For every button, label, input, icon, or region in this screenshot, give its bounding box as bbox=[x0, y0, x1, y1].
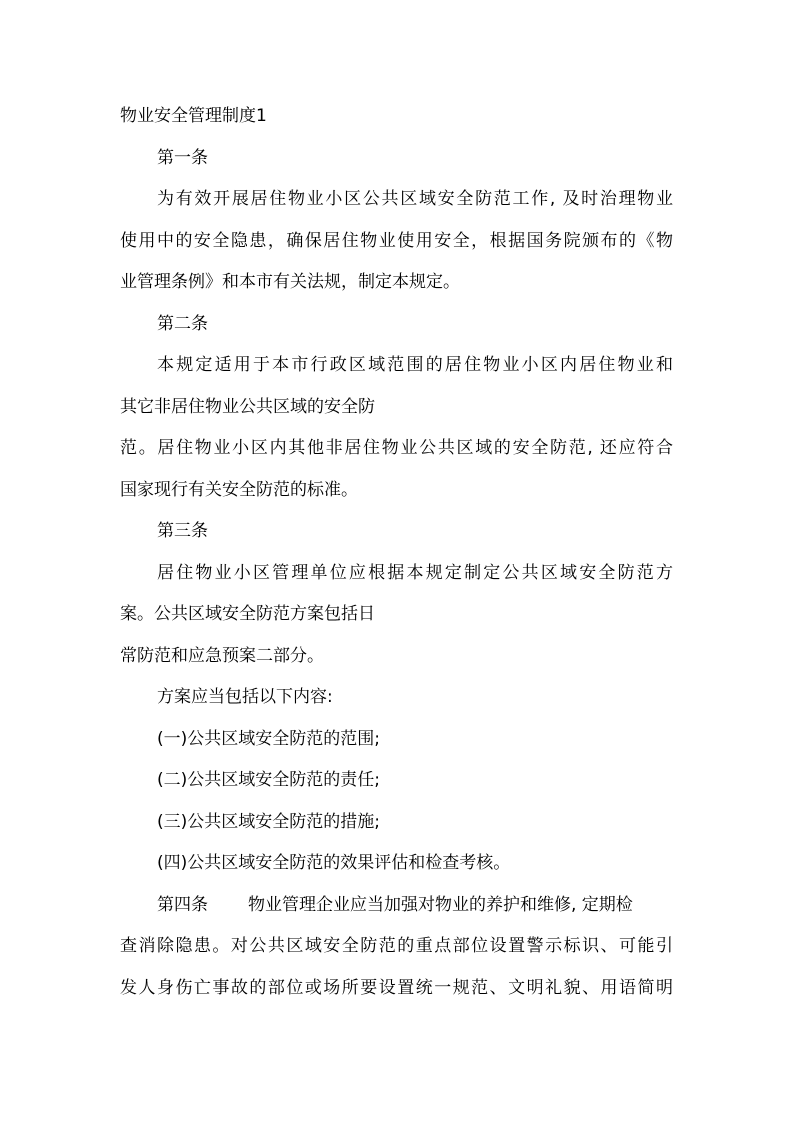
plan-item-2: (二)公共区域安全防范的责任; bbox=[157, 770, 380, 790]
article-3-line-1: 居住物业小区管理单位应根据本规定制定公共区域安全防范方 bbox=[157, 563, 673, 583]
article-2-line-1: 本规定适用于本市行政区域范围的居住物业小区内居住物业和 bbox=[157, 355, 673, 375]
article-3-heading: 第三条 bbox=[157, 521, 208, 541]
article-3-line-2: 案。公共区域安全防范方案包括日 bbox=[120, 604, 375, 624]
plan-item-4: (四)公共区域安全防范的效果评估和检查考核。 bbox=[157, 853, 511, 873]
article-1-heading: 第一条 bbox=[157, 148, 208, 168]
article-2-line-2: 其它非居住物业公共区域的安全防 bbox=[120, 397, 375, 417]
article-4-heading: 第四条 bbox=[157, 895, 208, 915]
article-3-line-3: 常防范和应急预案二部分。 bbox=[120, 646, 324, 666]
article-4-line-1: 物业管理企业应当加强对物业的养护和维修, 定期检 bbox=[248, 895, 633, 915]
article-1-line-3: 业管理条例》和本市有关法规，制定本规定。 bbox=[120, 272, 460, 292]
document-title: 物业安全管理制度1 bbox=[120, 106, 267, 126]
article-4-line-3: 发人身伤亡事故的部位或场所要设置统一规范、文明礼貌、用语简明 bbox=[120, 978, 673, 998]
article-4-line-2: 查消除隐患。对公共区域安全防范的重点部位设置警示标识、可能引 bbox=[120, 936, 673, 956]
article-2-heading: 第二条 bbox=[157, 314, 208, 334]
plan-intro: 方案应当包括以下内容: bbox=[157, 687, 333, 707]
article-2-line-3: 范。居住物业小区内其他非居住物业公共区域的安全防范, 还应符合 bbox=[120, 438, 673, 458]
article-2-line-4: 国家现行有关安全防范的标准。 bbox=[120, 480, 358, 500]
article-1-line-2: 使用中的安全隐患，确保居住物业使用安全，根据国务院颁布的《物 bbox=[120, 231, 673, 251]
plan-item-1: (一)公共区域安全防范的范围; bbox=[157, 729, 380, 749]
plan-item-3: (三)公共区域安全防范的措施; bbox=[157, 812, 380, 832]
article-1-line-1: 为有效开展居住物业小区公共区域安全防范工作, 及时治理物业 bbox=[157, 189, 673, 209]
article-4-first-line bbox=[157, 894, 673, 916]
